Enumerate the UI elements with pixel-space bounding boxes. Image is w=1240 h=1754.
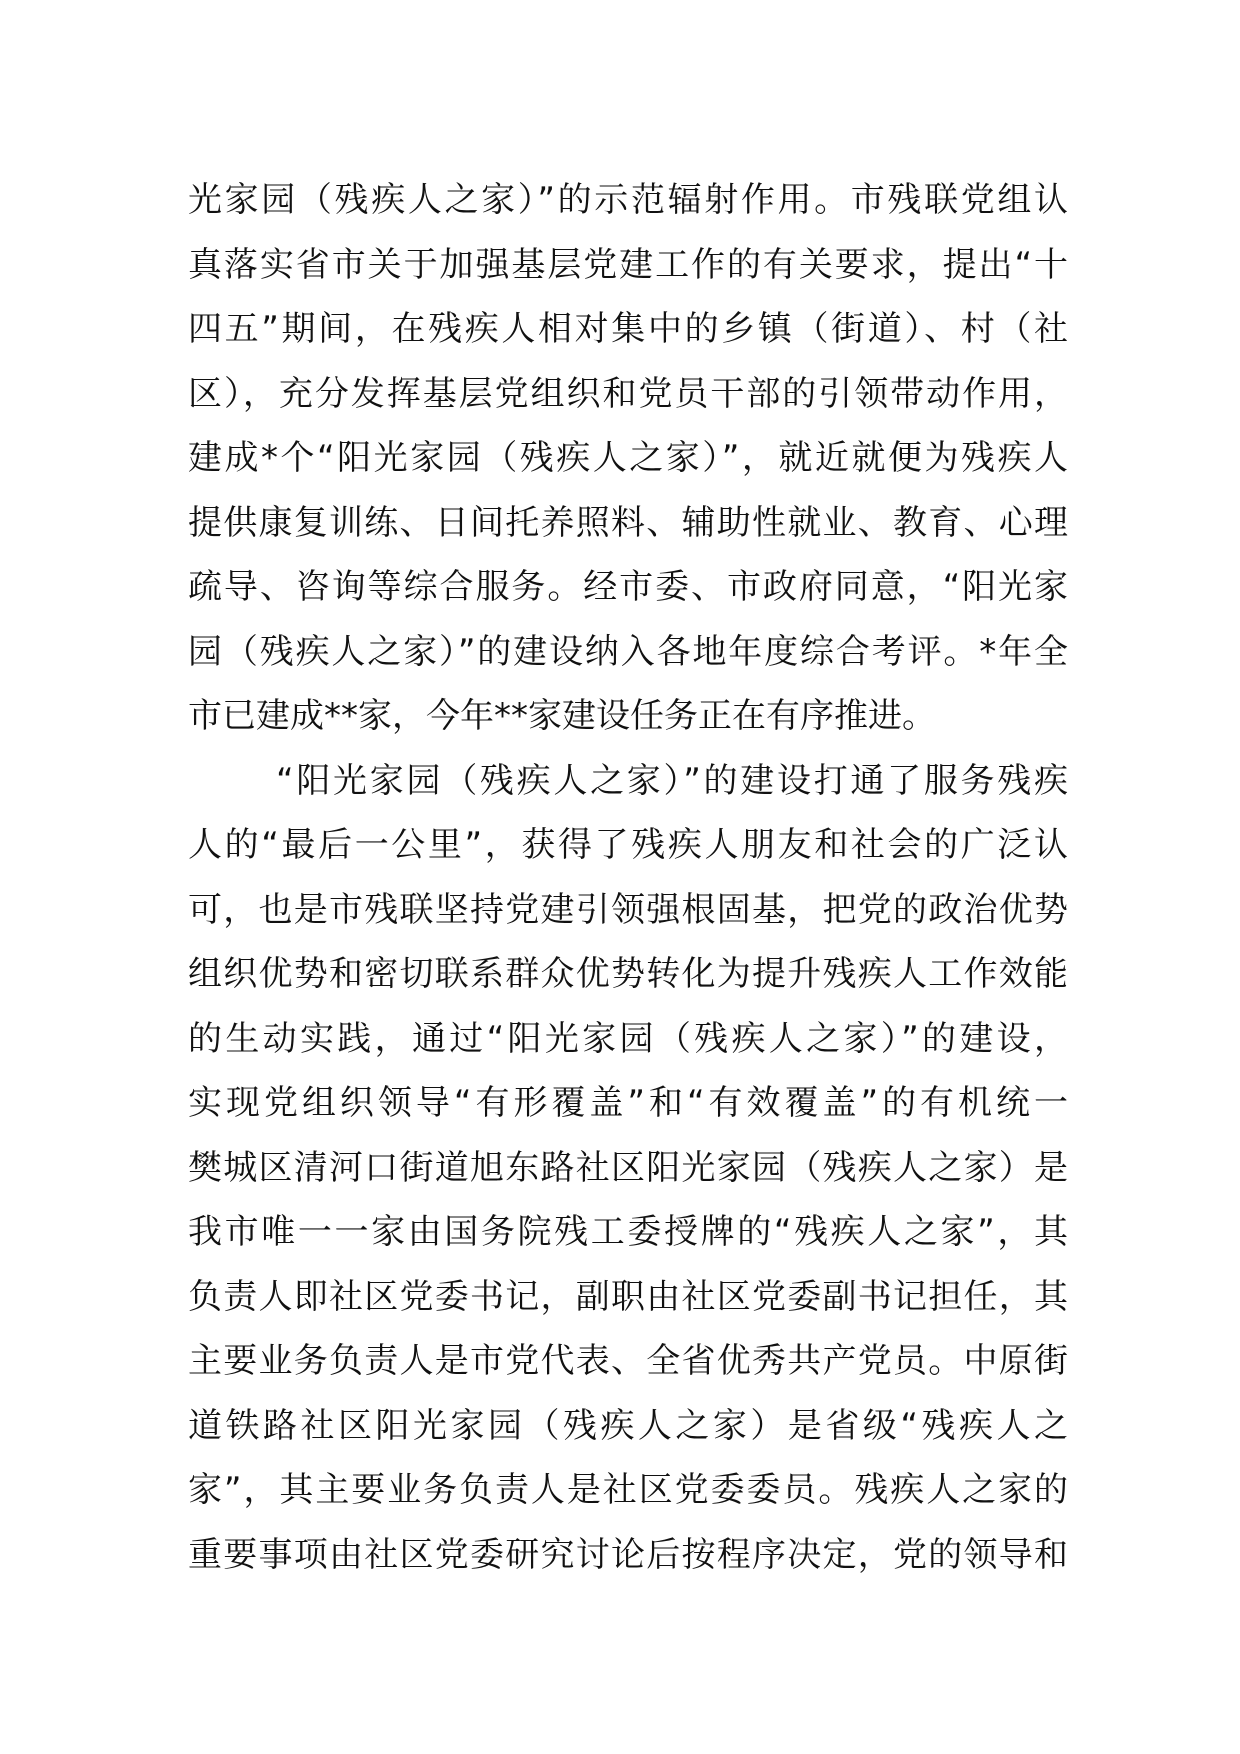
text-line: 区），充分发挥基层党组织和党员干部的引领带动作用， xyxy=(188,373,1068,414)
text-line: 光家园（残疾人之家）”的示范辐射作用。市残联党组认 xyxy=(188,180,1068,220)
text-line: 市已建成**家，今年**家建设任务正在有序推进。 xyxy=(188,696,936,736)
text-line: 负责人即社区党委书记，副职由社区党委副书记担任，其 xyxy=(188,1276,1068,1317)
text-line: 疏导、咨询等综合服务。经市委、市政府同意，“阳光家 xyxy=(188,567,1068,607)
text-line: 可，也是市残联坚持党建引领强根固基，把党的政治优势 xyxy=(188,889,1068,930)
paragraph-1 xyxy=(188,168,1068,749)
text-line: 园（残疾人之家）”的建设纳入各地年度综合考评。*年全 xyxy=(188,631,1068,672)
text-line: 四五”期间，在残疾人相对集中的乡镇（街道）、村（社 xyxy=(188,309,1068,349)
body-text xyxy=(188,168,1068,1587)
text-line: 我市唯一一家由国务院残工委授牌的“残疾人之家”，其 xyxy=(188,1212,1068,1252)
text-line: 重要事项由社区党委研究讨论后按程序决定，党的领导和 xyxy=(188,1534,1068,1575)
text-line: 的生动实践，通过“阳光家园（残疾人之家）”的建设， xyxy=(188,1018,1068,1059)
text-line: 建成*个“阳光家园（残疾人之家）”，就近就便为残疾人 xyxy=(188,438,1068,478)
paragraph-2 xyxy=(188,749,1068,1588)
text-line: 组织优势和密切联系群众优势转化为提升残疾人工作效能 xyxy=(188,954,1068,994)
text-line: 家”，其主要业务负责人是社区党委委员。残疾人之家的 xyxy=(188,1470,1068,1510)
text-line: 真落实省市关于加强基层党建工作的有关要求，提出“十 xyxy=(188,244,1068,285)
text-line: 樊城区清河口街道旭东路社区阳光家园（残疾人之家）是 xyxy=(188,1147,1068,1188)
text-line: 提供康复训练、日间托养照料、辅助性就业、教育、心理 xyxy=(188,502,1068,543)
text-line: 实现党组织领导“有形覆盖”和“有效覆盖”的有机统一 xyxy=(188,1083,1068,1123)
text-line: 主要业务负责人是市党代表、全省优秀共产党员。中原街 xyxy=(188,1341,1068,1381)
text-line: “阳光家园（残疾人之家）”的建设打通了服务残疾 xyxy=(276,760,1068,801)
text-line: 道铁路社区阳光家园（残疾人之家）是省级“残疾人之 xyxy=(188,1405,1068,1446)
text-line: 人的“最后一公里”，获得了残疾人朋友和社会的广泛认 xyxy=(188,825,1068,865)
